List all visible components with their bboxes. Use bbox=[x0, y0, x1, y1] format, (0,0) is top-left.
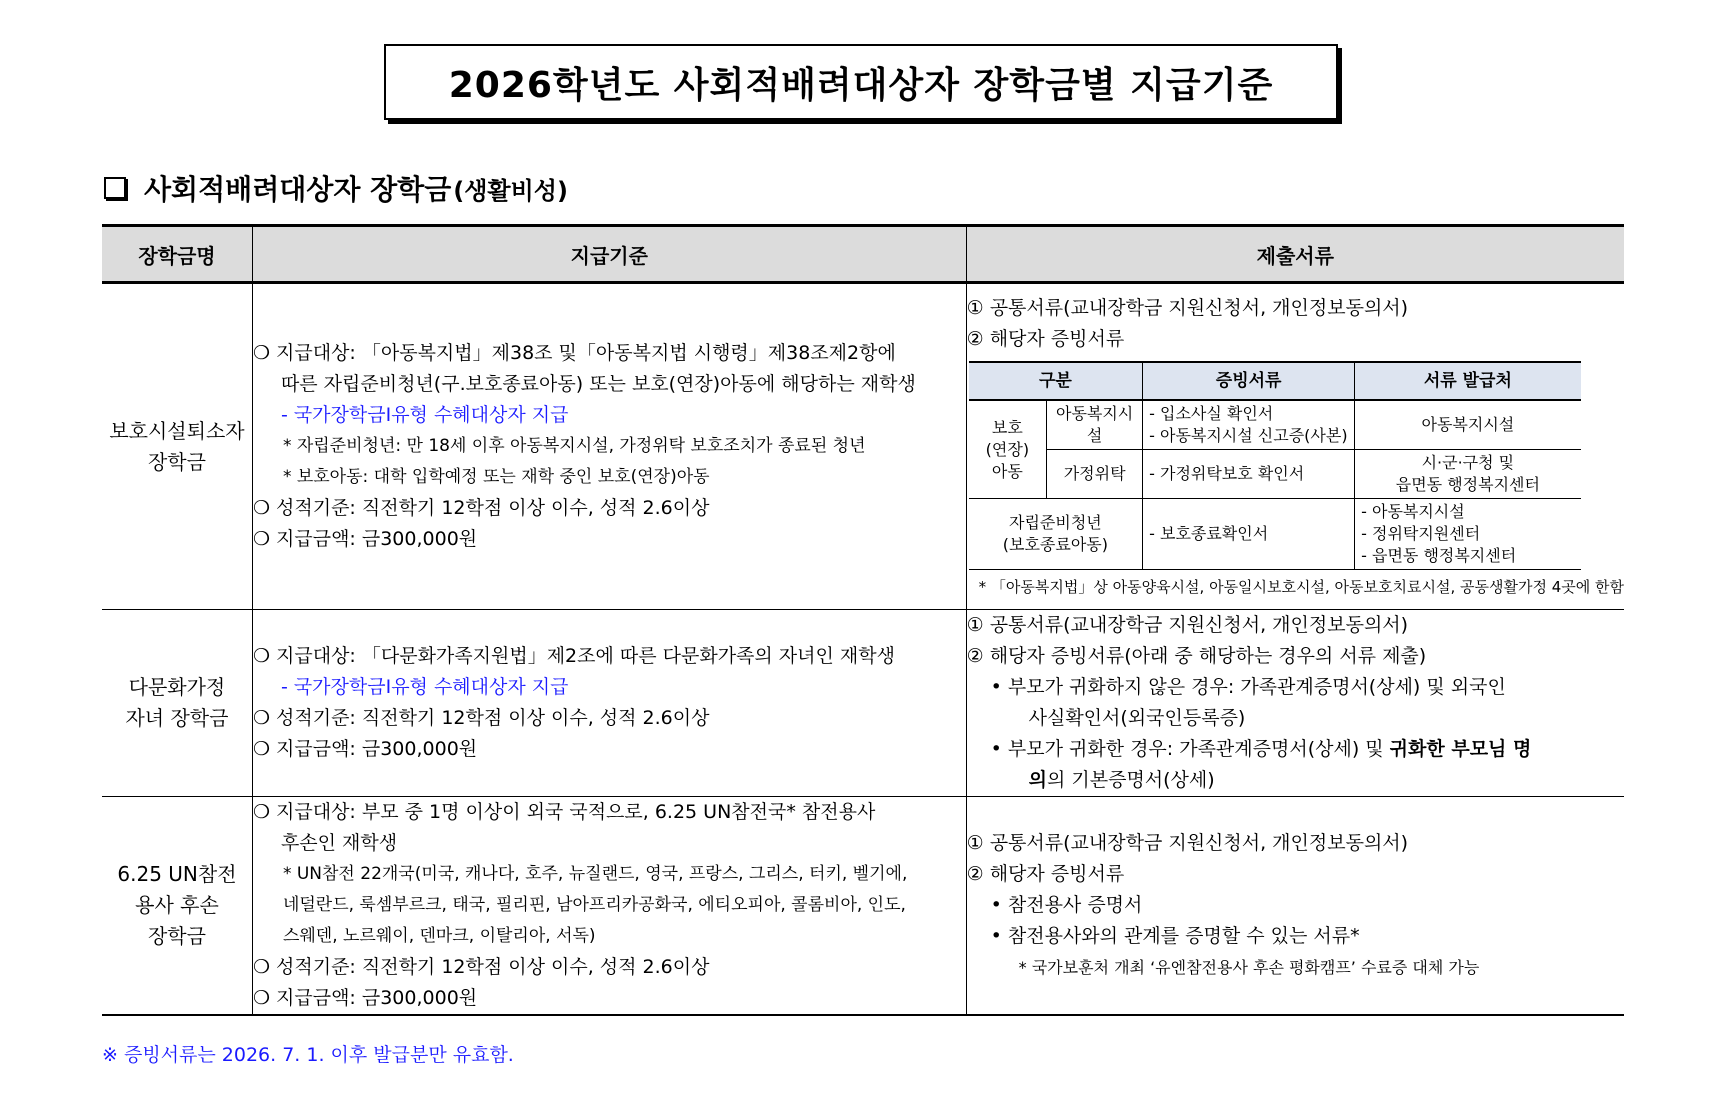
page-title: 2026학년도 사회적배려대상자 장학금별 지급기준 bbox=[384, 44, 1338, 120]
docs-bullet-cont: 사실확인서(외국인등록증) bbox=[1028, 707, 1246, 729]
inner-type: 자립준비청년 (보호종료아동) bbox=[969, 499, 1143, 570]
inner-row bbox=[969, 450, 1581, 499]
criteria-amount: ❍ 지급금액: 금300,000원 bbox=[252, 738, 478, 760]
criteria-cell bbox=[252, 610, 966, 797]
inner-row bbox=[969, 400, 1581, 450]
criteria-note: 네덜란드, 룩셈부르크, 태국, 필리핀, 남아프리카공화국, 에티오피아, 콜롬비아, 인도, bbox=[282, 895, 906, 915]
criteria-sub: - 국가장학금Ⅰ유형 수혜대상자 지급 bbox=[280, 404, 569, 426]
docs-note: * 국가보훈처 개최 ‘유엔참전용사 후손 평화캠프’ 수료증 대체 가능 bbox=[1018, 958, 1480, 977]
criteria-grade: ❍ 성적기준: 직전학기 12학점 이상 이수, 성적 2.6이상 bbox=[252, 497, 710, 519]
inner-issuer: - 아동복지시설 - 정위탁지원센터 - 읍면동 행정복지센터 bbox=[1355, 499, 1581, 570]
criteria-amount: ❍ 지급금액: 금300,000원 bbox=[252, 987, 478, 1009]
docs-bullet: • 참전용사와의 관계를 증명할 수 있는 서류* bbox=[990, 925, 1360, 947]
inner-type: 가정위탁 bbox=[1047, 450, 1143, 499]
inner-header-issuer: 서류 발급처 bbox=[1355, 362, 1581, 400]
criteria-note: 스웨덴, 노르웨이, 덴마크, 이탈리아, 서독) bbox=[282, 926, 596, 946]
inner-group: 보호 (연장) 아동 bbox=[969, 400, 1047, 499]
inner-type: 아동복지시설 bbox=[1047, 400, 1143, 450]
scholarship-name: 다문화가정 자녀 장학금 bbox=[102, 610, 252, 797]
header-criteria: 지급기준 bbox=[252, 226, 966, 283]
criteria-note: * 자립준비청년: 만 18세 이후 아동복지시설, 가정위탁 보호조치가 종료된 청년 bbox=[282, 436, 866, 456]
documents-cell bbox=[966, 797, 1624, 1016]
criteria-target-cont: 후손인 재학생 bbox=[280, 832, 398, 854]
criteria-target-cont: 따른 자립준비청년(구.보호종료아동) 또는 보호(연장)아동에 해당하는 재학생 bbox=[280, 373, 916, 395]
docs-common: ① 공통서류(교내장학금 지원신청서, 개인정보동의서) bbox=[966, 297, 1409, 319]
header-scholarship-name: 장학금명 bbox=[102, 226, 252, 283]
scholarship-table bbox=[102, 224, 1624, 1016]
inner-row bbox=[969, 499, 1581, 570]
criteria-target: ❍ 지급대상: 「다문화가족지원법」제2조에 따른 다문화가족의 자녀인 재학생 bbox=[252, 645, 895, 667]
docs-bullet-cont: 의의 기본증명서(상세) bbox=[1028, 769, 1215, 791]
proof-documents-table bbox=[969, 361, 1581, 570]
docs-bullet: • 참전용사 증명서 bbox=[990, 894, 1143, 916]
docs-bullet: • 부모가 귀화하지 않은 경우: 가족관계증명서(상세) 및 외국인 bbox=[990, 676, 1506, 698]
criteria-note: * 보호아동: 대학 입학예정 또는 재학 중인 보호(연장)아동 bbox=[282, 467, 710, 487]
inner-docs: - 보호종료확인서 bbox=[1143, 499, 1355, 570]
criteria-note: * UN참전 22개국(미국, 캐나다, 호주, 뉴질랜드, 영국, 프랑스, 그리스, 터키, 벨기에, bbox=[282, 864, 908, 884]
docs-common: ① 공통서류(교내장학금 지원신청서, 개인정보동의서) bbox=[966, 832, 1409, 854]
section-subtitle: (생활비성) bbox=[453, 176, 568, 205]
criteria-grade: ❍ 성적기준: 직전학기 12학점 이상 이수, 성적 2.6이상 bbox=[252, 707, 710, 729]
scholarship-name: 6.25 UN참전 용사 후손 장학금 bbox=[102, 797, 252, 1016]
criteria-sub: - 국가장학금Ⅰ유형 수혜대상자 지급 bbox=[280, 676, 569, 698]
docs-bullet: • 부모가 귀화한 경우: 가족관계증명서(상세) 및 귀화한 부모님 명 bbox=[990, 738, 1532, 760]
criteria-target: ❍ 지급대상: 부모 중 1명 이상이 외국 국적으로, 6.25 UN참전국* 참전용사 bbox=[252, 801, 876, 823]
docs-proof: ② 해당자 증빙서류 bbox=[966, 863, 1125, 885]
criteria-target: ❍ 지급대상: 「아동복지법」제38조 및「아동복지법 시행령」제38조제2항에 bbox=[252, 342, 896, 364]
table-row bbox=[102, 283, 1624, 610]
inner-header-category: 구분 bbox=[969, 362, 1143, 400]
docs-common: ① 공통서류(교내장학금 지원신청서, 개인정보동의서) bbox=[966, 614, 1409, 636]
inner-issuer: 시·군·구청 및 읍면동 행정복지센터 bbox=[1355, 450, 1581, 499]
inner-docs: - 입소사실 확인서 - 아동복지시설 신고증(사본) bbox=[1143, 400, 1355, 450]
scholarship-name: 보호시설퇴소자 장학금 bbox=[102, 283, 252, 610]
header-documents: 제출서류 bbox=[966, 226, 1624, 283]
table-row bbox=[102, 610, 1624, 797]
checkbox-square-icon bbox=[104, 177, 126, 199]
section-title: 사회적배려대상자 장학금 bbox=[144, 173, 452, 206]
inner-table-note: * 「아동복지법」상 아동양육시설, 아동일시보호시설, 아동보호치료시설, 공동생활가정 4곳에 한함 bbox=[978, 578, 1624, 596]
docs-proof: ② 해당자 증빙서류 bbox=[966, 328, 1125, 350]
criteria-cell bbox=[252, 283, 966, 610]
criteria-cell bbox=[252, 797, 966, 1016]
criteria-amount: ❍ 지급금액: 금300,000원 bbox=[252, 528, 478, 550]
documents-cell bbox=[966, 283, 1624, 610]
inner-header-documents: 증빙서류 bbox=[1143, 362, 1355, 400]
inner-docs: - 가정위탁보호 확인서 bbox=[1143, 450, 1355, 499]
criteria-grade: ❍ 성적기준: 직전학기 12학점 이상 이수, 성적 2.6이상 bbox=[252, 956, 710, 978]
documents-cell bbox=[966, 610, 1624, 797]
docs-proof: ② 해당자 증빙서류(아래 중 해당하는 경우의 서류 제출) bbox=[966, 645, 1427, 667]
section-heading bbox=[104, 168, 568, 208]
validity-footnote: ※ 증빙서류는 2026. 7. 1. 이후 발급분만 유효함. bbox=[102, 1044, 514, 1066]
table-header-row bbox=[102, 226, 1624, 283]
inner-header-row bbox=[969, 362, 1581, 400]
inner-issuer: 아동복지시설 bbox=[1355, 400, 1581, 450]
table-row bbox=[102, 797, 1624, 1016]
